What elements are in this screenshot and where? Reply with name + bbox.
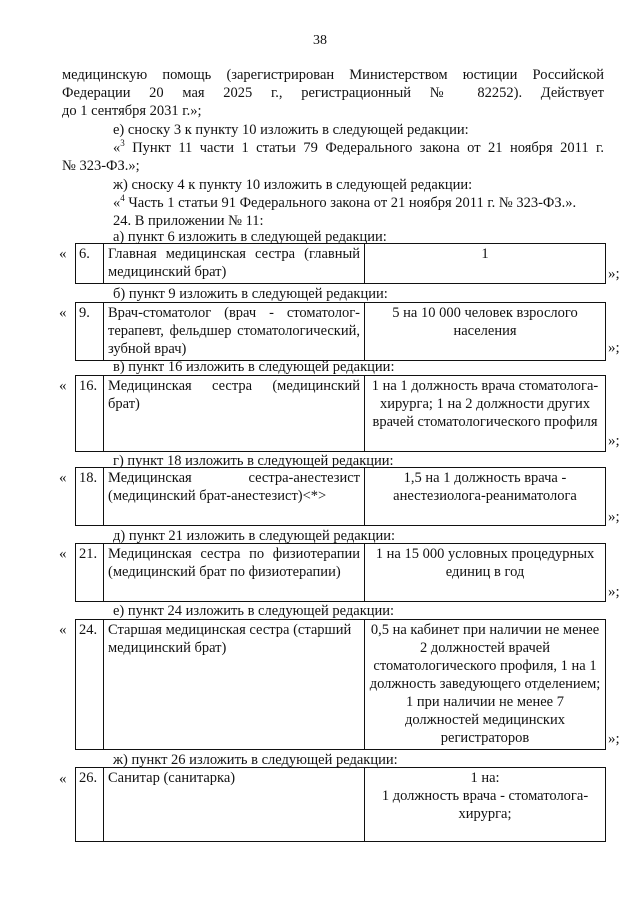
- close-quote: »;: [608, 731, 620, 747]
- staff-norm-line-1: 1 на:: [470, 770, 500, 786]
- open-quote: «: [59, 305, 67, 321]
- table-row: [75, 619, 606, 750]
- page-number: 38: [313, 33, 327, 48]
- section-a-heading: а) пункт 6 изложить в следующей редакции:: [113, 229, 387, 245]
- section-d-heading: д) пункт 21 изложить в следующей редакции:: [113, 528, 395, 544]
- close-quote: »;: [608, 509, 620, 525]
- staff-norm: 1,5 на 1 должность врача - анестезиолога-реаниматолога: [365, 468, 606, 526]
- paragraph-e-quote-end: № 323-ФЗ.»;: [62, 158, 140, 174]
- open-quote: «: [59, 622, 67, 638]
- row-number: 26.: [76, 768, 104, 842]
- close-quote: »;: [608, 433, 620, 449]
- staff-norm: 1 на 15 000 условных процедурных единиц в год: [365, 544, 606, 602]
- staff-norm: 0,5 на кабинет при наличии не менее 2 должностей врачей стоматологического профиля, 1 на 1 должность заведующего отделением; 1 при наличии не менее 7 должностей медицинских регистраторов: [365, 620, 606, 750]
- staff-norm: [365, 768, 606, 842]
- item-24-heading: 24. В приложении № 11:: [113, 213, 264, 229]
- row-number: 24.: [76, 620, 104, 750]
- staff-norm: 5 на 10 000 человек взрослого населения: [365, 303, 606, 361]
- section-zh-heading: ж) пункт 26 изложить в следующей редакции:: [113, 752, 398, 768]
- table-row: [75, 375, 606, 452]
- staff-norm: 1: [365, 244, 606, 284]
- intro-line-1: медицинскую помощь (зарегистрирован Министерством юстиции Российской: [62, 67, 604, 83]
- table-row: [75, 543, 606, 602]
- paragraph-e: е) сноску 3 к пункту 10 изложить в следующей редакции:: [113, 122, 469, 138]
- close-quote: »;: [608, 340, 620, 356]
- position-name: Санитар (санитарка): [104, 768, 365, 842]
- intro-line-2: Федерации 20 мая 2025 г., регистрационный № 82252). Действует: [62, 85, 604, 101]
- row-number: 6.: [76, 244, 104, 284]
- table-row: [75, 767, 606, 842]
- section-v-heading: в) пункт 16 изложить в следующей редакции:: [113, 359, 395, 375]
- table-row: [75, 243, 606, 284]
- open-quote: «: [59, 470, 67, 486]
- open-quote: «: [59, 771, 67, 787]
- open-quote: «: [59, 246, 67, 262]
- section-b-heading: б) пункт 9 изложить в следующей редакции:: [113, 286, 388, 302]
- paragraph-zh-quote: «$^4$ Часть 1 статьи 91 Федерального закона от 21 ноября 2011 г. № 323-ФЗ.».: [113, 193, 577, 211]
- table-row: [75, 302, 606, 361]
- position-name: Старшая медицинская сестра (старший медицинский брат): [104, 620, 365, 750]
- close-quote: »;: [608, 266, 620, 282]
- open-quote: «: [59, 378, 67, 394]
- position-name: Медицинская сестра-анестезист (медицинский брат-анестезист)<*>: [104, 468, 365, 526]
- row-number: 21.: [76, 544, 104, 602]
- open-quote: «: [59, 546, 67, 562]
- staff-norm: 1 на 1 должность врача стоматолога-хирурга; 1 на 2 должности других врачей стоматологического профиля: [365, 376, 606, 452]
- position-name: Медицинская сестра по физиотерапии (медицинский брат по физиотерапии): [104, 544, 365, 602]
- table-row: [75, 467, 606, 526]
- paragraph-e-quote: «$^3$ Пункт 11 части 1 статьи 79 Федерального закона от 21 ноября 2011 г.: [113, 138, 604, 156]
- row-number: 9.: [76, 303, 104, 361]
- position-name: Главная медицинская сестра (главный медицинский брат): [104, 244, 365, 284]
- paragraph-zh: ж) сноску 4 к пункту 10 изложить в следующей редакции:: [113, 177, 473, 193]
- staff-norm-line-2: 1 должность врача - стоматолога-хирурга;: [381, 788, 589, 822]
- position-name: Медицинская сестра (медицинский брат): [104, 376, 365, 452]
- section-e-heading: е) пункт 24 изложить в следующей редакции:: [113, 603, 395, 619]
- position-name: Врач-стоматолог (врач - стоматолог-терапевт, фельдшер стоматологический, зубной врач): [104, 303, 365, 361]
- close-quote: »;: [608, 584, 620, 600]
- section-g-heading: г) пункт 18 изложить в следующей редакции:: [113, 453, 394, 469]
- intro-line-3: до 1 сентября 2031 г.»;: [62, 103, 202, 119]
- row-number: 18.: [76, 468, 104, 526]
- row-number: 16.: [76, 376, 104, 452]
